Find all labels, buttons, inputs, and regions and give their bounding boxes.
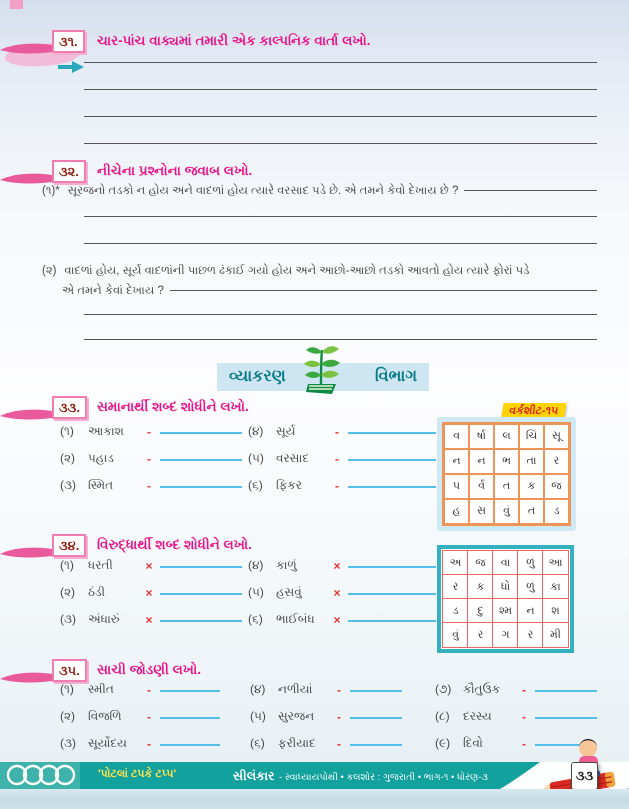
- word-item: [248, 606, 436, 633]
- answer-line: [160, 432, 242, 434]
- grid-cell: શ: [542, 598, 569, 624]
- question-title: ચાર-પાંચ વાક્યમાં તમારી એક કાલ્પનિક વાર્તા લખો.: [97, 33, 371, 48]
- item-mark: -: [147, 736, 151, 751]
- item-mark: ×: [333, 585, 341, 600]
- item-word: સ્મીત: [88, 682, 114, 696]
- word-item: [248, 579, 436, 606]
- grid-cell: વા: [492, 550, 519, 576]
- item-mark: -: [147, 478, 151, 493]
- answer-line: [160, 620, 242, 622]
- grid-cell: દુ: [467, 598, 494, 624]
- question-title: સમાનાર્થી શબ્દ શોધીને લખો.: [97, 399, 249, 414]
- grid-cell: ડ: [544, 499, 569, 524]
- footer-brand: સીલંકાર: [233, 769, 275, 783]
- item-word: ઠંડી: [88, 585, 106, 599]
- item-word: સ્મિત: [88, 478, 114, 492]
- word-item: [60, 606, 242, 633]
- sub-question-2-continued: [62, 285, 597, 298]
- answer-line: [170, 290, 597, 291]
- item-number: (૪): [248, 558, 264, 572]
- grid-cell: જ: [544, 474, 569, 499]
- pink-ribbon-icon: [0, 40, 58, 55]
- item-number: (૬): [248, 612, 263, 626]
- answer-line: [160, 459, 242, 461]
- item-number: (૩): [60, 736, 76, 750]
- grid-cell: ન: [469, 449, 494, 474]
- item-word: વરસાદ: [276, 451, 310, 465]
- grid-cell: ર: [517, 622, 544, 648]
- item-word: ફિકર: [276, 478, 302, 492]
- item-number: (૭): [435, 682, 452, 696]
- answer-line: [84, 116, 597, 117]
- item-mark: -: [522, 709, 526, 724]
- question-31-header: [0, 30, 629, 56]
- item-mark: -: [337, 682, 341, 697]
- q34-items-column-2: [248, 552, 436, 633]
- item-number: (૩): [60, 478, 76, 492]
- grid-cell: ડ: [442, 598, 469, 624]
- grid-cell: મી: [542, 622, 569, 648]
- item-mark: ×: [333, 558, 341, 573]
- item-word: દિવો: [463, 736, 483, 750]
- item-word: હસવું: [276, 585, 302, 599]
- item-number: (૩): [60, 612, 76, 626]
- item-word: ફરીયાદ: [278, 736, 316, 750]
- item-number: (૨): [60, 709, 76, 723]
- grid-cell: અ: [442, 550, 469, 576]
- word-item: [60, 579, 242, 606]
- question-number-badge: ૩૩.: [52, 396, 87, 419]
- answer-line: [160, 486, 242, 488]
- item-word: સૂર્યોદય: [88, 736, 127, 750]
- item-mark: ×: [145, 612, 153, 627]
- word-search-grid-panel: [437, 417, 576, 531]
- grid-cell: ચિં: [519, 424, 544, 449]
- pink-ribbon-icon: [0, 170, 58, 185]
- item-mark: -: [335, 424, 339, 439]
- sub-question-number: (૧)*: [42, 185, 60, 197]
- grid-cell: લ: [494, 424, 519, 449]
- word-item: [248, 445, 436, 472]
- worksheet-badge: વર્કશીટ-૧૫: [500, 403, 566, 422]
- item-number: (૫): [248, 451, 264, 465]
- section-title-right: વિભાગ: [375, 368, 417, 385]
- plant-book-icon: [298, 342, 346, 398]
- item-number: (૨): [60, 451, 76, 465]
- grid-cell: ત: [519, 499, 544, 524]
- item-word: ભાઈબંધ: [276, 612, 315, 626]
- pink-ribbon-icon: [0, 544, 58, 559]
- item-word: કૌતુઉક: [463, 682, 501, 696]
- answer-line: [84, 89, 597, 90]
- word-item: [250, 730, 402, 757]
- sub-question-text: સૂરજનો તડકો ન હોય અને વાદળાં હોય ત્યારે વરસાદ પડે છે. એ તમને કેવો દેખાય છે ?: [67, 185, 459, 197]
- item-word: આકાશ: [88, 424, 124, 438]
- question-title: વિરુદ્ધાર્થી શબ્દ શોધીને લખો.: [97, 537, 252, 552]
- question-title: નીચેના પ્રશ્નોના જવાબ લખો.: [97, 163, 253, 178]
- item-mark: -: [522, 682, 526, 697]
- q34-items-column-1: [60, 552, 242, 633]
- item-mark: -: [147, 451, 151, 466]
- grid-cell: હ: [444, 499, 469, 524]
- answer-line: [350, 690, 402, 692]
- question-title: સાચી જોડણી લખો.: [97, 662, 202, 677]
- item-number: (૬): [250, 736, 265, 750]
- grid-cell: ર: [544, 449, 569, 474]
- answer-line: [160, 690, 220, 692]
- item-word: વિજળિ: [88, 709, 122, 723]
- grid-cell: ન: [444, 449, 469, 474]
- corner-decoration: [10, 0, 23, 9]
- grid-cell: વું: [494, 499, 519, 524]
- item-word: દરસ્ય: [463, 709, 492, 723]
- word-search-grid: [443, 551, 568, 647]
- answer-line: [160, 717, 220, 719]
- sub-question-1: [42, 185, 597, 198]
- answer-arrow-icon: [58, 60, 84, 74]
- word-item: [60, 676, 220, 703]
- answer-line: [348, 620, 436, 622]
- answer-line: [84, 243, 597, 244]
- answer-line: [84, 62, 597, 63]
- bottom-strip: [0, 789, 629, 809]
- answer-line: [84, 339, 597, 340]
- answer-line: [160, 744, 220, 746]
- grid-cell: શ્મ: [492, 598, 519, 624]
- item-mark: -: [335, 478, 339, 493]
- item-number: (૧): [60, 558, 74, 572]
- grid-cell: આ: [542, 550, 569, 576]
- word-item: [60, 552, 242, 579]
- answer-line: [160, 566, 242, 568]
- page-number-badge: ૩૩: [571, 762, 598, 790]
- item-number: (૫): [250, 709, 266, 723]
- sub-question-2: [42, 265, 597, 278]
- footer-slogan: 'પોટલાં ટપકે ટપ્પ': [98, 768, 177, 780]
- sub-question-number: (૨): [42, 265, 57, 277]
- item-mark: -: [337, 736, 341, 751]
- word-item: [60, 730, 220, 757]
- answer-line: [84, 216, 597, 217]
- word-item: [435, 676, 597, 703]
- answer-line: [350, 717, 402, 719]
- item-number: (૮): [435, 709, 450, 723]
- pink-ribbon-icon: [0, 669, 58, 684]
- grid-cell: વ: [444, 424, 469, 449]
- grid-cell: ક: [467, 574, 494, 600]
- word-item: [250, 676, 402, 703]
- grid-cell: તા: [519, 449, 544, 474]
- item-word: નળીયાં: [278, 682, 313, 696]
- item-mark: -: [147, 424, 151, 439]
- grid-cell: જ: [467, 550, 494, 576]
- word-item: [435, 703, 597, 730]
- item-mark: -: [147, 709, 151, 724]
- answer-line: [350, 744, 402, 746]
- grid-cell: ર: [467, 622, 494, 648]
- item-mark: -: [335, 451, 339, 466]
- item-number: (૫): [248, 585, 264, 599]
- grid-cell: કા: [542, 574, 569, 600]
- q33-items-column-1: [60, 418, 242, 499]
- grid-cell: ળું: [517, 574, 544, 600]
- item-number: (૧): [60, 424, 74, 438]
- answer-line: [84, 314, 597, 315]
- section-title-left: વ્યાકરણ: [229, 368, 286, 385]
- grid-cell: ગ: [492, 622, 519, 648]
- answer-line: [348, 432, 436, 434]
- item-word: પહાડ: [88, 451, 114, 465]
- answer-line: [348, 459, 436, 461]
- sub-question-text: વાદળાં હોય, સૂર્ય વાદળાંની પાછળ ઢંકાઈ ગયો હોય અને આછો-આછો તડકો આવતો હોય ત્યારે ફોરાં પડે: [64, 265, 530, 277]
- item-mark: ×: [333, 612, 341, 627]
- q35-items-column-2: [250, 676, 402, 757]
- question-number-badge: ૩૨.: [52, 160, 86, 183]
- item-mark: ×: [145, 585, 153, 600]
- item-number: (૨): [60, 585, 76, 599]
- answer-line: [535, 717, 597, 719]
- question-number-badge: ૩૪.: [52, 534, 86, 557]
- answer-line: [160, 593, 242, 595]
- answer-line: [348, 486, 436, 488]
- question-number-badge: ૩૫.: [52, 659, 87, 682]
- word-item: [60, 472, 242, 499]
- pink-ribbon-icon: [0, 406, 58, 421]
- item-mark: -: [337, 709, 341, 724]
- item-number: (૧): [60, 682, 74, 696]
- q33-items-column-2: [248, 418, 436, 499]
- q35-items-column-1: [60, 676, 220, 757]
- grid-cell: પ: [444, 474, 469, 499]
- word-item: [248, 552, 436, 579]
- answer-line: [464, 190, 597, 191]
- word-item: [60, 418, 242, 445]
- grid-cell: ળું: [517, 550, 544, 576]
- item-number: (૬): [248, 478, 263, 492]
- question-32-header: [0, 160, 629, 186]
- footer-book-info: [233, 767, 488, 785]
- item-mark: -: [147, 682, 151, 697]
- grid-cell: વું: [442, 622, 469, 648]
- question-number-badge: ૩૧.: [52, 30, 85, 53]
- word-item: [60, 703, 220, 730]
- answer-line: [348, 566, 436, 568]
- grid-cell: સ: [469, 499, 494, 524]
- item-word: અંધારું: [88, 612, 120, 626]
- item-word: સૂર્ય: [276, 424, 296, 438]
- item-mark: ×: [145, 558, 153, 573]
- answer-line: [535, 690, 597, 692]
- item-number: (૪): [250, 682, 266, 696]
- word-item: [250, 703, 402, 730]
- word-item: [60, 445, 242, 472]
- item-word: સુરજન: [278, 709, 315, 723]
- answer-line: [348, 593, 436, 595]
- item-word: ધરતી: [88, 558, 113, 572]
- item-word: કાળું: [276, 558, 297, 572]
- grid-cell: ર્ષા: [469, 424, 494, 449]
- footer-details: - સ્વાધ્યાયપોથી • કલશોર : ગુજરાતી • ભાગ-૧ • ધોરણ-૩: [278, 772, 488, 783]
- grid-cell: ક: [519, 474, 544, 499]
- word-item: [248, 472, 436, 499]
- grid-cell: સૂ: [544, 424, 569, 449]
- grid-cell: ર્વ: [469, 474, 494, 499]
- rings-logo-icon: [6, 764, 78, 787]
- grid-cell: ધો: [492, 574, 519, 600]
- grid-cell: ભ: [494, 449, 519, 474]
- item-mark: -: [522, 736, 526, 751]
- grid-cell: ન: [517, 598, 544, 624]
- answer-line: [84, 143, 597, 144]
- grid-cell: ર: [442, 574, 469, 600]
- item-number: (૯): [435, 736, 451, 750]
- word-search-grid: [442, 422, 571, 526]
- word-search-grid-panel: [437, 545, 574, 653]
- grid-cell: ત: [494, 474, 519, 499]
- item-number: (૪): [248, 424, 264, 438]
- sub-question-text: એ તમને કેવાં દેખાય ?: [62, 285, 164, 297]
- word-item: [248, 418, 436, 445]
